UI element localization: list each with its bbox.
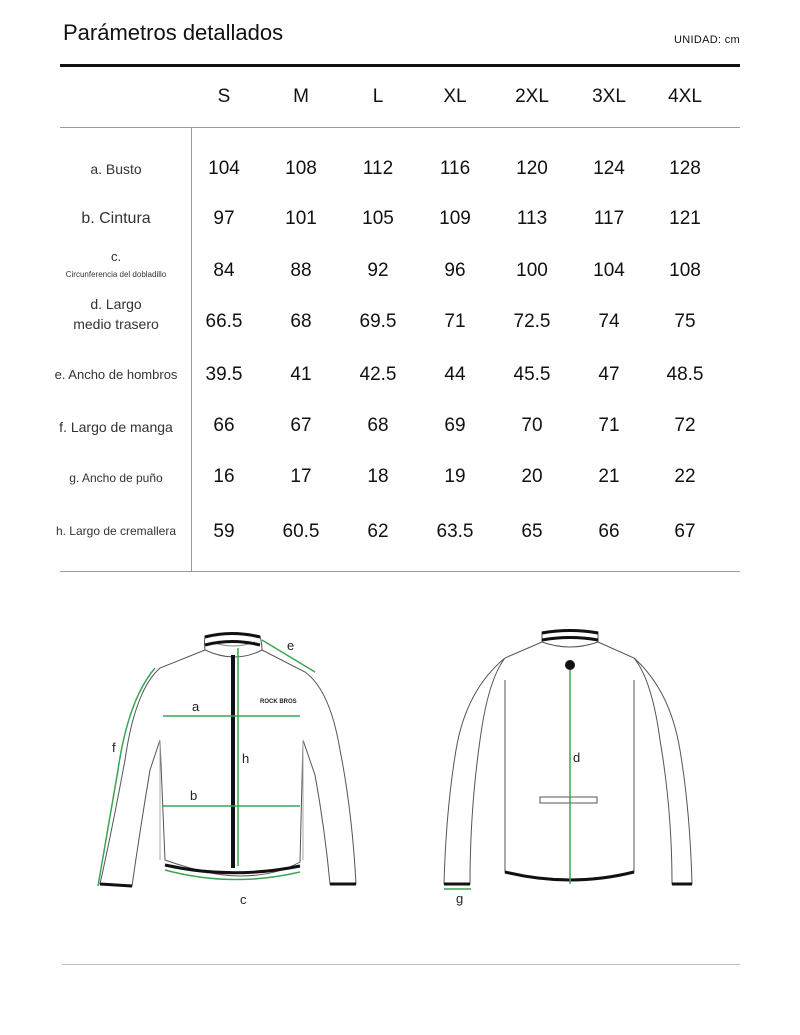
table-cell: 109 — [439, 208, 471, 229]
table-cell: 104 — [208, 158, 240, 179]
table-cell: 66 — [598, 521, 620, 542]
table-cell: 108 — [669, 260, 701, 281]
table-cell: 72.5 — [513, 311, 551, 332]
table-cell: 21 — [598, 466, 620, 487]
table-cell: 72 — [674, 415, 696, 436]
front-left-cuff — [100, 884, 132, 886]
table-cell: 75 — [674, 311, 696, 332]
table-cell: 84 — [213, 260, 235, 281]
footer-rule — [62, 964, 740, 965]
table-cell: 104 — [593, 260, 625, 281]
size-header: 4XL — [668, 86, 702, 107]
table-cell: 65 — [521, 521, 543, 542]
front-jacket — [100, 633, 356, 886]
front-label-a: a — [192, 699, 200, 714]
table-cell: 120 — [516, 158, 548, 179]
table-cell: 101 — [285, 208, 317, 229]
back-label-g: g — [456, 891, 464, 906]
front-label-e: e — [287, 638, 295, 653]
table-cell: 128 — [669, 158, 701, 179]
table-cell: 124 — [593, 158, 625, 179]
table-cell: 100 — [516, 260, 548, 281]
table-cell: 66 — [213, 415, 235, 436]
size-header: 3XL — [592, 86, 626, 107]
table-cell: 116 — [439, 158, 471, 179]
table-cell: 18 — [367, 466, 389, 487]
row-label-main: f. Largo de manga — [59, 419, 173, 435]
table-cell: 48.5 — [666, 364, 704, 385]
front-label-b: b — [190, 788, 198, 803]
table-cell: 59 — [213, 521, 235, 542]
table-cell: 63.5 — [436, 521, 474, 542]
table-cell: 70 — [521, 415, 543, 436]
table-cell: 117 — [593, 208, 625, 229]
row-label-sub: medio trasero — [73, 316, 159, 333]
table-cell: 42.5 — [359, 364, 397, 385]
size-header: 2XL — [515, 86, 549, 107]
table-cell: 96 — [444, 260, 466, 281]
back-collar-band — [542, 631, 598, 634]
table-cell: 39.5 — [205, 364, 243, 385]
table-cell: 121 — [669, 208, 701, 229]
table-cell: 19 — [444, 466, 466, 487]
table-cell: 62 — [367, 521, 389, 542]
back-logo-dot — [565, 660, 575, 670]
table-cell: 22 — [674, 466, 696, 487]
row-label-main: e. Ancho de hombros — [54, 367, 178, 382]
back-collar-band-2 — [542, 638, 598, 641]
size-header: L — [372, 86, 384, 107]
table-cell: 66.5 — [205, 311, 243, 332]
table-cell: 71 — [598, 415, 620, 436]
table-cell: 112 — [362, 158, 394, 179]
row-label-main: g. Ancho de puño — [69, 471, 163, 485]
front-collar-band-2 — [205, 642, 260, 646]
table-cell: 41 — [290, 364, 312, 385]
table-cell: 16 — [213, 466, 235, 487]
row-label-main: a. Busto — [90, 161, 142, 177]
table-cell: 69.5 — [359, 311, 397, 332]
back-label-d: d — [573, 750, 581, 765]
front-collar-band — [205, 634, 260, 638]
table-cell: 45.5 — [513, 364, 551, 385]
row-label-main: c. — [110, 249, 122, 264]
table-cell: 108 — [285, 158, 317, 179]
table-cell: 17 — [290, 466, 312, 487]
table-cell: 97 — [213, 208, 235, 229]
table-cell: 68 — [367, 415, 389, 436]
row-label-sub: Circunferencia del dobladillo — [65, 269, 167, 279]
table-cell: 44 — [444, 364, 466, 385]
front-label-c: c — [240, 892, 247, 907]
size-header: M — [293, 86, 309, 107]
table-cell: 92 — [367, 260, 389, 281]
front-label-f: f — [112, 740, 116, 755]
row-label-main: h. Largo de cremallera — [55, 524, 177, 538]
table-cell: 71 — [444, 311, 466, 332]
row-label-main: b. Cintura — [81, 210, 151, 227]
table-cell: 67 — [290, 415, 312, 436]
table-cell: 105 — [362, 208, 394, 229]
size-header: S — [217, 86, 231, 107]
table-cell: 88 — [290, 260, 312, 281]
page-title: Parámetros detallados — [63, 20, 284, 45]
table-cell: 113 — [516, 208, 548, 229]
brand-mark: ROCK BROS — [260, 699, 297, 705]
table-cell: 67 — [674, 521, 696, 542]
unit-label: UNIDAD: cm — [674, 34, 740, 46]
table-cell: 74 — [598, 311, 620, 332]
table-cell: 60.5 — [282, 521, 320, 542]
front-label-h: h — [242, 751, 250, 766]
table-cell: 47 — [598, 364, 620, 385]
table-cell: 69 — [444, 415, 466, 436]
size-header: XL — [443, 86, 467, 107]
row-label-main: d. Largo — [90, 296, 142, 312]
table-cell: 68 — [290, 311, 312, 332]
table-cell: 20 — [521, 466, 543, 487]
